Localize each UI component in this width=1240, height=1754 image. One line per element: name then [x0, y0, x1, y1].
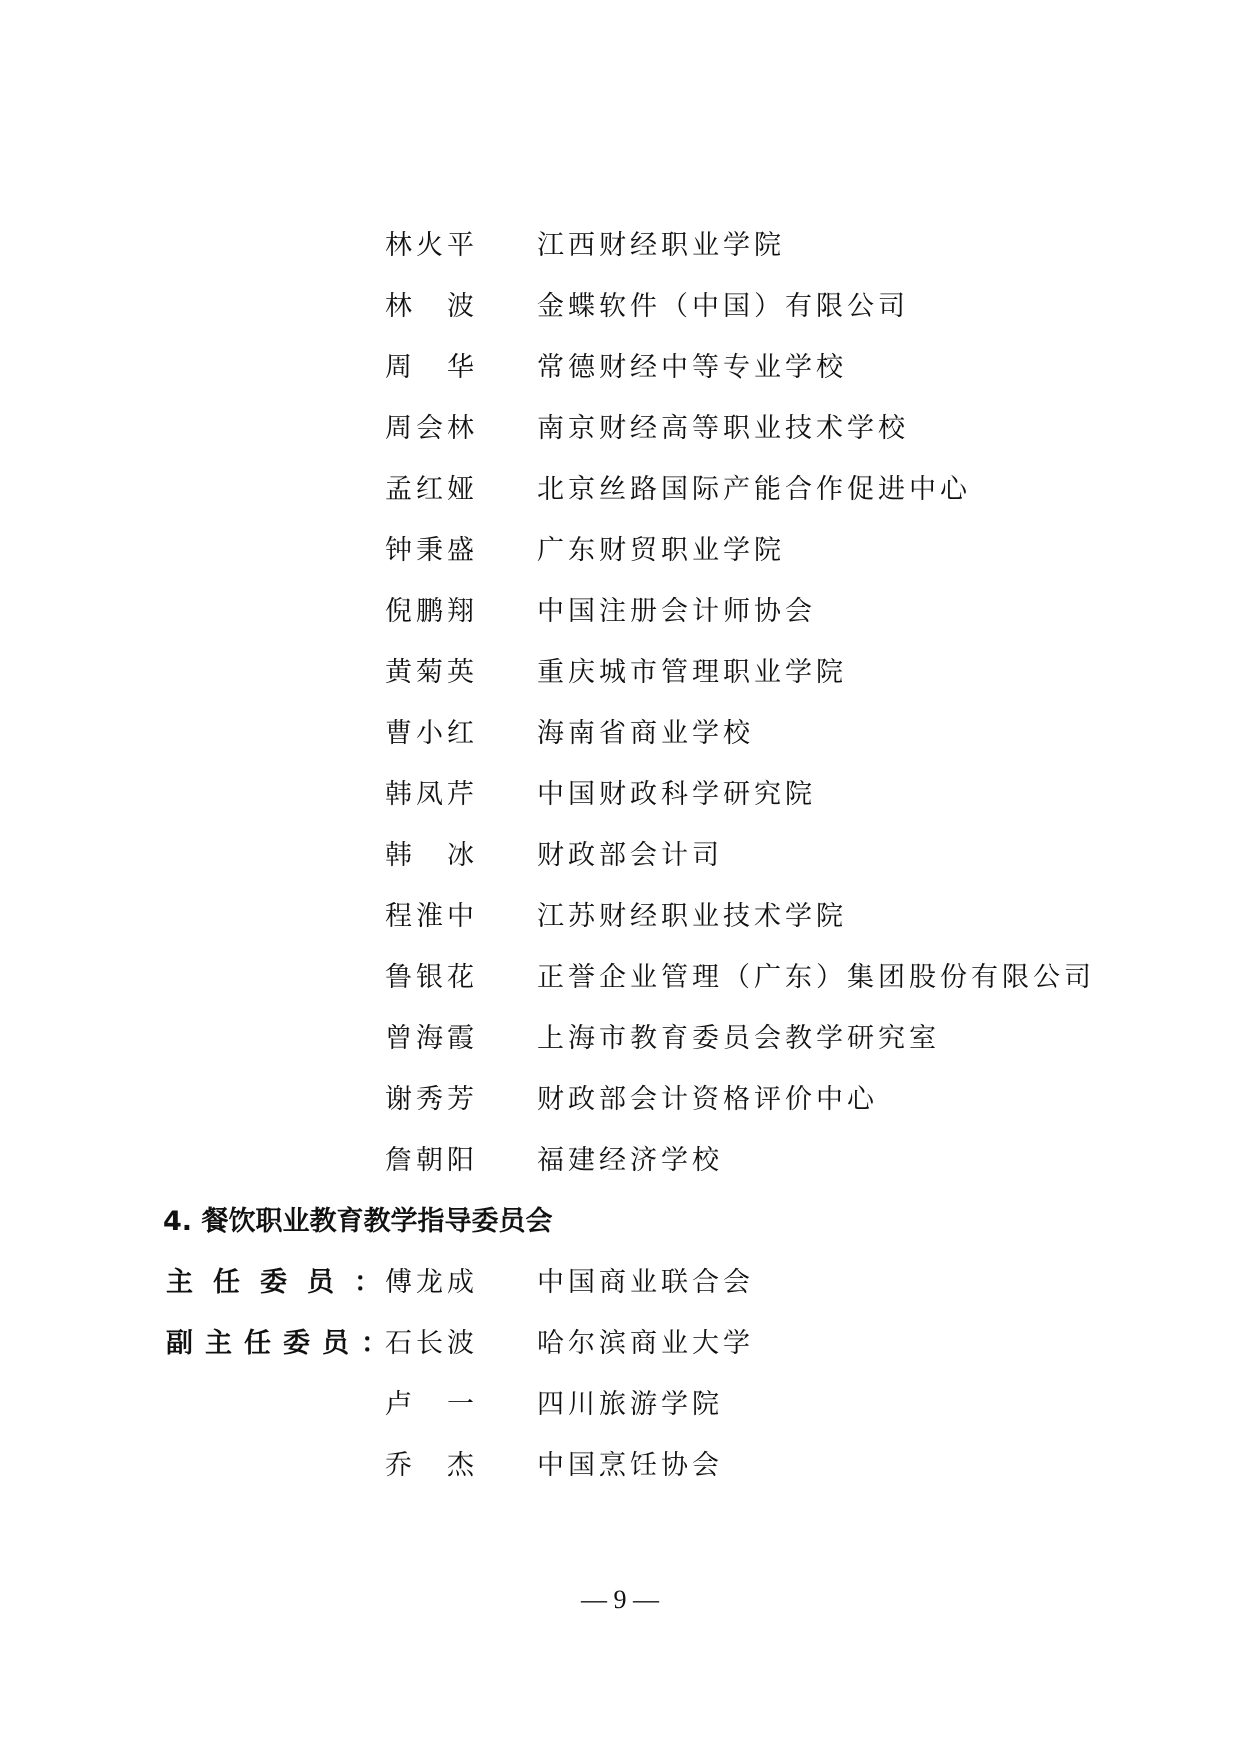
member-org: 海南省商业学校 [537, 718, 754, 749]
deputy-name: 石长波 [385, 1328, 478, 1359]
member-name: 韩 冰 [385, 840, 478, 871]
member-row [0, 897, 1240, 937]
member-row [0, 1019, 1240, 1059]
member-name: 谢秀芳 [385, 1084, 478, 1115]
director-name: 傅龙成 [385, 1267, 478, 1298]
member-org: 北京丝路国际产能合作促进中心 [537, 474, 971, 505]
deputy-row [0, 1446, 1240, 1486]
member-name: 曹小红 [385, 718, 478, 749]
deputy-label: 副主任委员： [166, 1328, 400, 1359]
member-org: 正誉企业管理（广东）集团股份有限公司 [537, 962, 1095, 993]
member-name: 程淮中 [385, 901, 478, 932]
deputy-name: 卢 一 [385, 1389, 478, 1420]
deputy-org: 中国烹饪协会 [537, 1450, 723, 1481]
deputy-row [0, 1385, 1240, 1425]
member-name: 孟红娅 [385, 474, 478, 505]
member-org: 南京财经高等职业技术学校 [537, 413, 909, 444]
member-row [0, 287, 1240, 327]
deputy-org: 四川旅游学院 [537, 1389, 723, 1420]
deputy-name: 乔 杰 [385, 1450, 478, 1481]
deputy-row [0, 1324, 1240, 1364]
member-org: 福建经济学校 [537, 1145, 723, 1176]
member-org: 上海市教育委员会教学研究室 [537, 1023, 940, 1054]
member-org: 财政部会计资格评价中心 [537, 1084, 878, 1115]
member-name: 林火平 [385, 230, 478, 261]
member-org: 常德财经中等专业学校 [537, 352, 847, 383]
member-row [0, 531, 1240, 571]
member-name: 詹朝阳 [385, 1145, 478, 1176]
member-name: 倪鹏翔 [385, 596, 478, 627]
member-org: 重庆城市管理职业学院 [537, 657, 847, 688]
member-row [0, 470, 1240, 510]
member-row [0, 409, 1240, 449]
section-title: 4. 餐饮职业教育教学指导委员会 [163, 1206, 553, 1237]
director-row [0, 1263, 1240, 1303]
member-name: 曾海霞 [385, 1023, 478, 1054]
member-name: 周 华 [385, 352, 478, 383]
member-name: 黄菊英 [385, 657, 478, 688]
member-name: 周会林 [385, 413, 478, 444]
member-name: 鲁银花 [385, 962, 478, 993]
member-row [0, 1141, 1240, 1181]
member-row [0, 1080, 1240, 1120]
member-name: 林 波 [385, 291, 478, 322]
director-org: 中国商业联合会 [537, 1267, 754, 1298]
member-name: 韩凤芹 [385, 779, 478, 810]
member-row [0, 348, 1240, 388]
member-org: 江苏财经职业技术学院 [537, 901, 847, 932]
director-label: 主任委员： [166, 1267, 401, 1298]
member-row [0, 226, 1240, 266]
member-row [0, 836, 1240, 876]
member-org: 广东财贸职业学院 [537, 535, 785, 566]
member-row [0, 958, 1240, 998]
page-number: — 9 — [581, 1585, 659, 1614]
member-row [0, 775, 1240, 815]
member-org: 中国财政科学研究院 [537, 779, 816, 810]
member-name: 钟秉盛 [385, 535, 478, 566]
deputy-org: 哈尔滨商业大学 [537, 1328, 754, 1359]
member-org: 财政部会计司 [537, 840, 723, 871]
member-row [0, 653, 1240, 693]
member-row [0, 714, 1240, 754]
member-row [0, 592, 1240, 632]
member-org: 金蝶软件（中国）有限公司 [537, 291, 909, 322]
member-org: 江西财经职业学院 [537, 230, 785, 261]
member-org: 中国注册会计师协会 [537, 596, 816, 627]
